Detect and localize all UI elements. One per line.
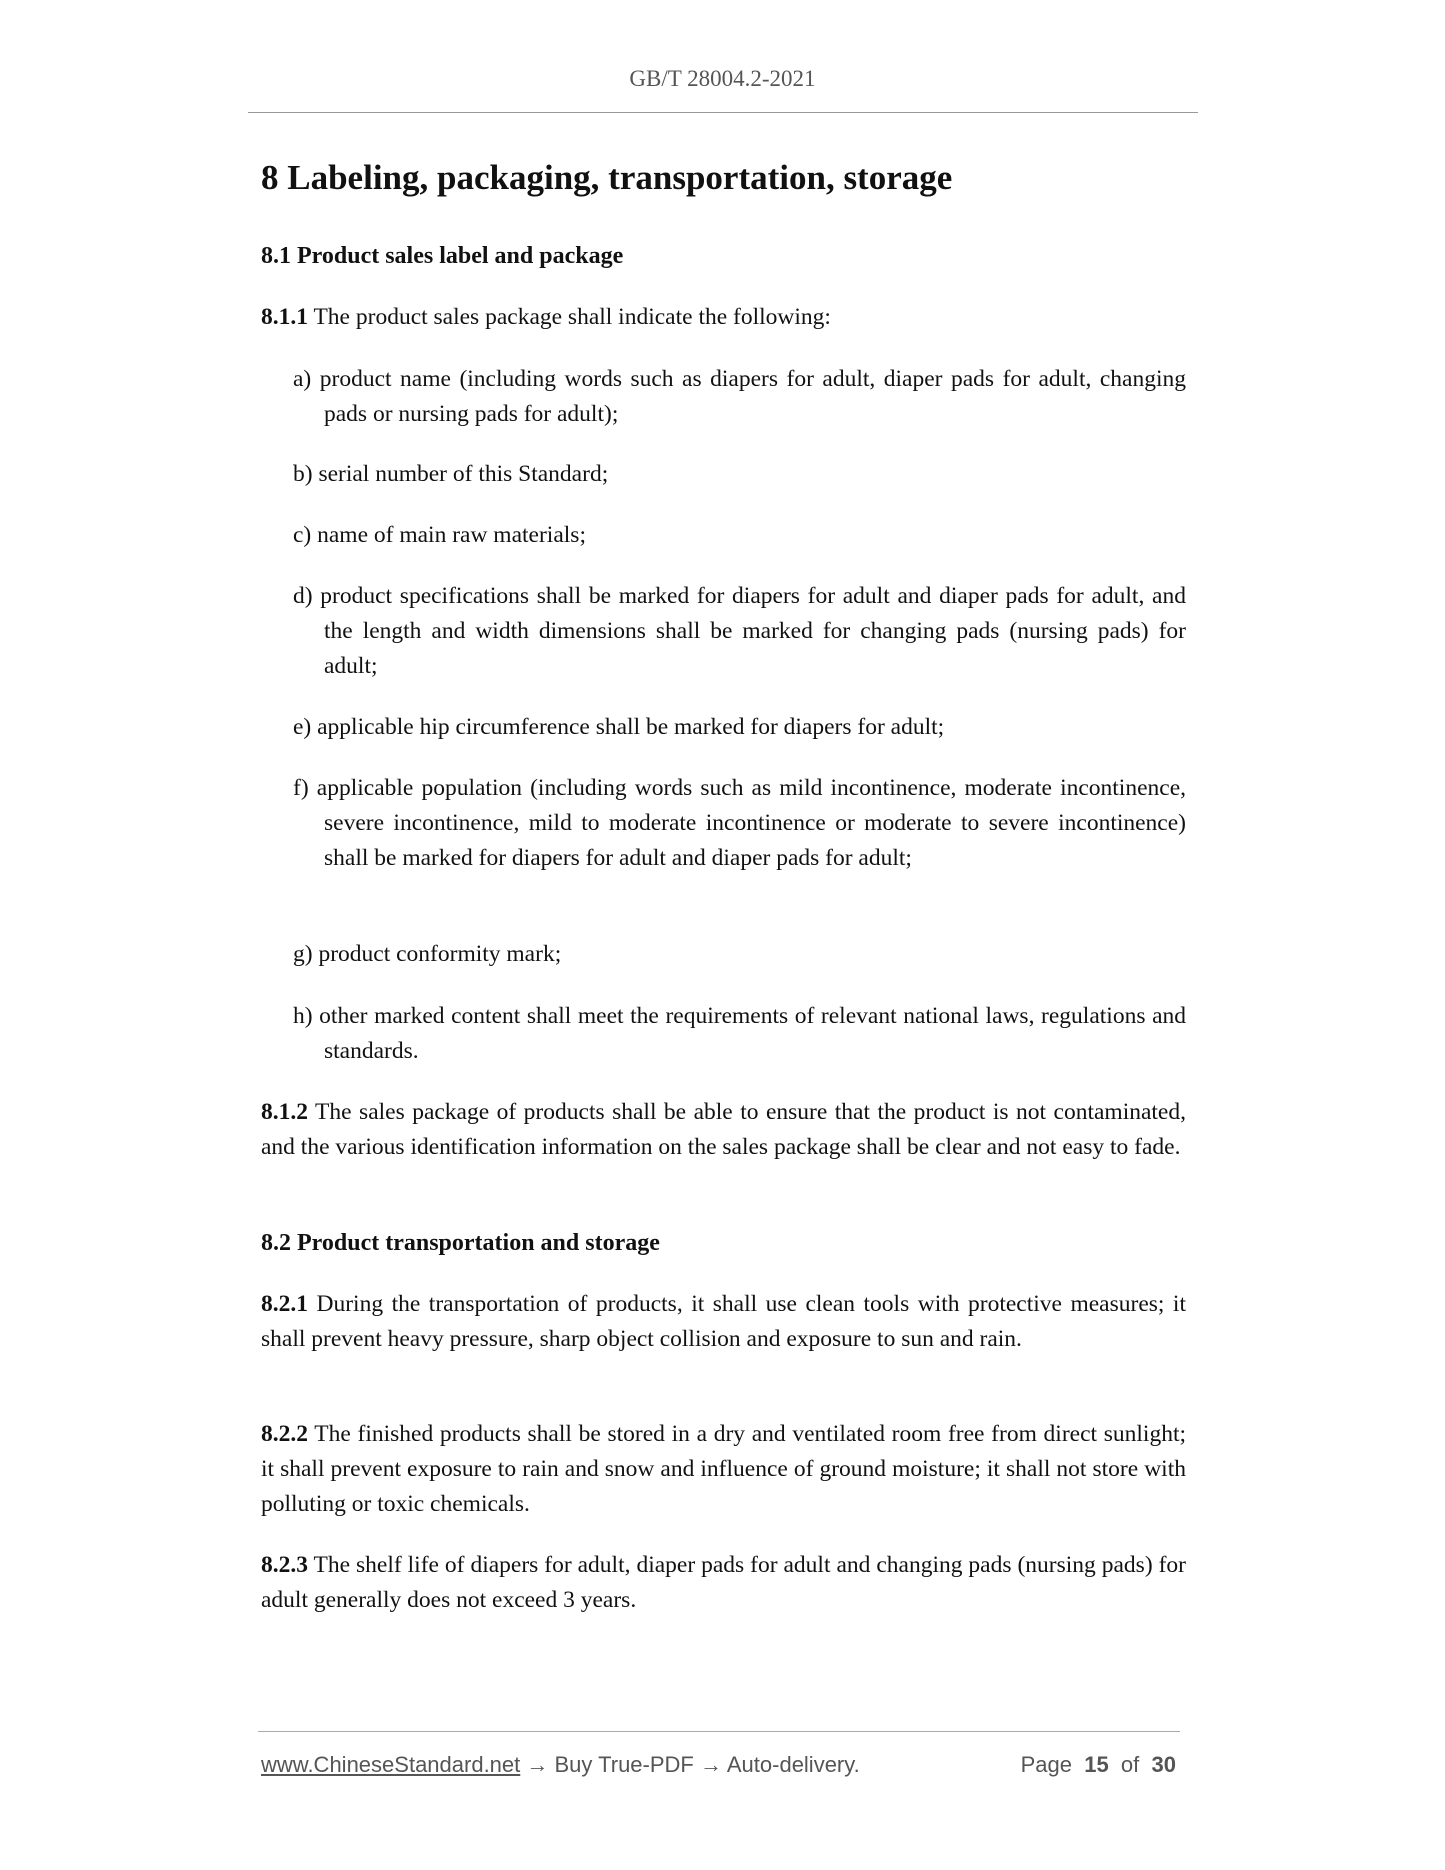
list-item: b) serial number of this Standard; [293, 461, 609, 487]
page-footer [261, 1752, 1176, 1778]
website-link[interactable]: www.ChineseStandard.net [261, 1752, 521, 1777]
clause-text: During the transportation of products, it shall use clean tools with protective measures; it shall prevent heavy pressure, sharp object collision and exposure to sun and rain. [261, 1291, 1186, 1352]
clause-text: The product sales package shall indicate the following: [313, 304, 831, 330]
list-item: d) product specifications shall be marked for diapers for adult and diaper pads for adult, and the length and width dimensions shall be marked for changing pads (nursing pads) for adult; [293, 583, 1186, 679]
subsection-heading-8-2: 8.2 Product transportation and storage [261, 1230, 660, 1256]
clause-8-2-1 [261, 1287, 1186, 1357]
clause-text: The finished products shall be stored in a dry and ventilated room free from direct sunlight; it shall prevent exposure to rain and snow and influence of ground moisture; it shall not store with polluting or toxic chemicals. [261, 1421, 1186, 1517]
page-indicator [1021, 1752, 1176, 1778]
clause-number: 8.2.1 [261, 1291, 308, 1317]
header-divider [248, 112, 1198, 113]
running-header: GB/T 28004.2-2021 [629, 66, 816, 91]
footer-promo-text: → Buy True-PDF → Auto-delivery. [520, 1752, 860, 1777]
clause-number: 8.2.2 [261, 1421, 308, 1447]
subsection-heading-8-1: 8.1 Product sales label and package [261, 243, 624, 269]
clause-number: 8.2.3 [261, 1552, 308, 1578]
footer-promo [261, 1752, 860, 1778]
page-number: 15 [1084, 1752, 1109, 1777]
of-label: of [1120, 1752, 1140, 1777]
clause-8-2-3 [261, 1548, 1186, 1618]
list-item: e) applicable hip circumference shall be marked for diapers for adult; [293, 714, 945, 740]
list-item: g) product conformity mark; [293, 941, 562, 967]
clause-8-1-1 [261, 300, 1186, 335]
clause-text: The shelf life of diapers for adult, diaper pads for adult and changing pads (nursing pads) for adult generally does not exceed 3 years. [261, 1552, 1186, 1613]
page-total: 30 [1151, 1752, 1176, 1777]
list-item: h) other marked content shall meet the requirements of relevant national laws, regulations and standards. [293, 1003, 1186, 1064]
list-item: c) name of main raw materials; [293, 522, 586, 548]
section-title: 8 Labeling, packaging, transportation, storage [261, 158, 953, 197]
clause-8-1-2 [261, 1095, 1186, 1165]
clause-number: 8.1.1 [261, 304, 308, 330]
clause-number: 8.1.2 [261, 1099, 308, 1125]
clause-text: The sales package of products shall be able to ensure that the product is not contaminated, and the various identification information on the sales package shall be clear and not easy to fade. [261, 1099, 1186, 1160]
list-item: f) applicable population (including words such as mild incontinence, moderate incontinence, severe incontinence, mild to moderate incontinence or moderate to severe incontinence) shall be marked for diapers for adult and diaper pads for adult; [293, 775, 1186, 871]
list-item: a) product name (including words such as diapers for adult, diaper pads for adult, changing pads or nursing pads for adult); [293, 366, 1186, 427]
page-label: Page [1020, 1752, 1072, 1777]
clause-8-2-2 [261, 1417, 1186, 1522]
footer-divider [258, 1731, 1180, 1732]
